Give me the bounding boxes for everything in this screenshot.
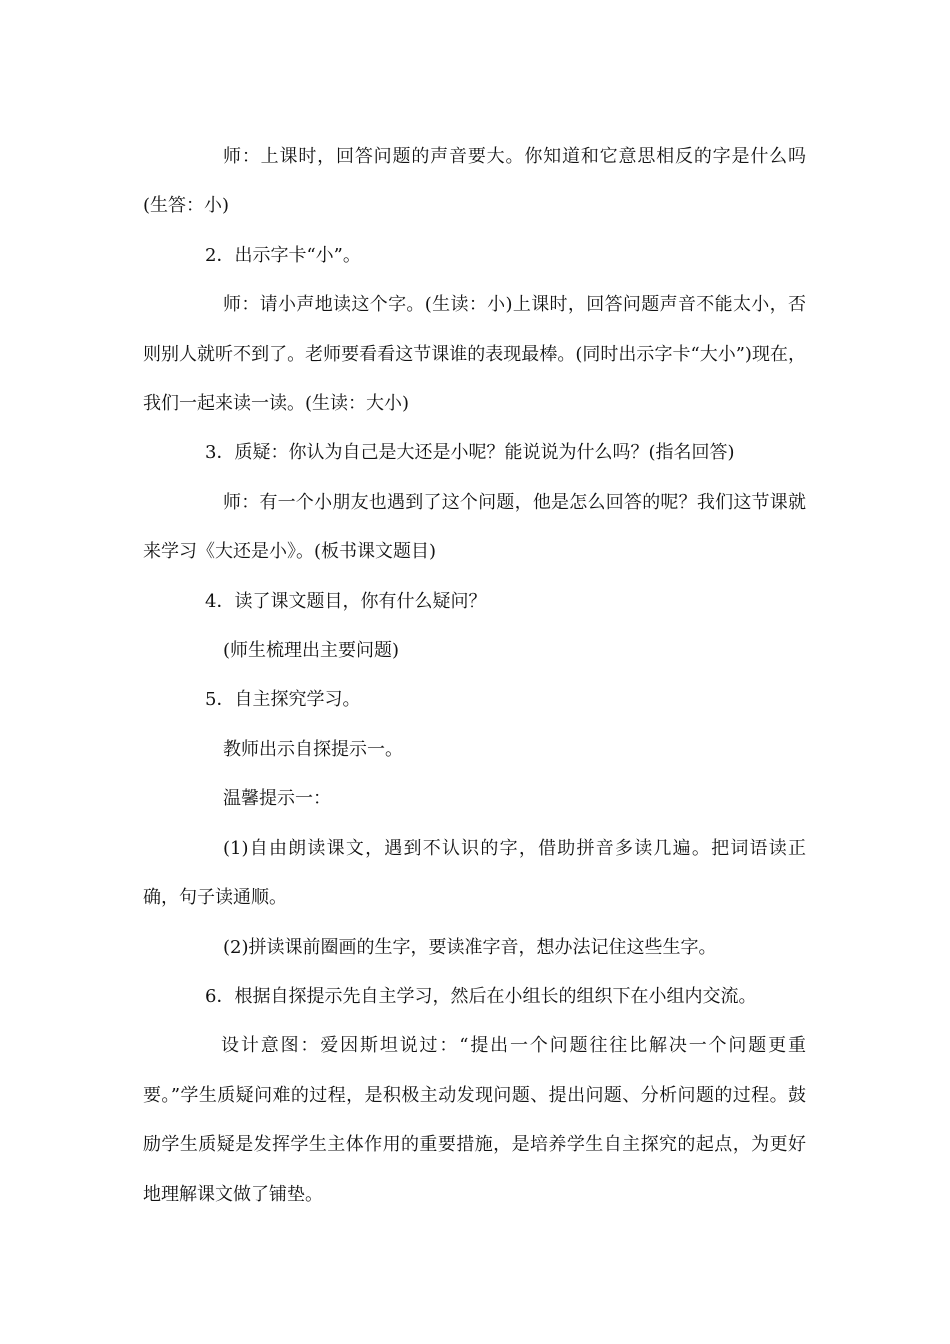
paragraph-step-3: 3．质疑：你认为自己是大还是小呢？能说说为什么吗？(指名回答) [205, 442, 735, 464]
paragraph-hint-title: 温馨提示一： [223, 788, 331, 810]
paragraph-organize-questions: (师生梳理出主要问题) [223, 640, 400, 662]
document-body [143, 132, 806, 1219]
paragraph-step-2: 2．出示字卡“小”。 [205, 244, 361, 266]
paragraph-teacher-introduce-lesson: 师：有一个小朋友也遇到了这个问题，他是怎么回答的呢？我们这节课就来学习《大还是小》。(板书课文题目) [143, 491, 806, 563]
paragraph-step-6: 6．根据自探提示先自主学习，然后在小组长的组织下在小组内交流。 [205, 985, 757, 1007]
paragraph-step-4: 4．读了课文题目，你有什么疑问？ [205, 590, 487, 612]
paragraph-teacher-read-softly: 师：请小声地读这个字。(生读：小)上课时，回答问题声音不能太小，否则别人就听不到了。老师要看看这节课谁的表现最棒。(同时出示字卡“大小”)现在，我们一起来读一读。(生读：大小) [143, 294, 806, 415]
paragraph-teacher-shows-hint: 教师出示自探提示一。 [223, 738, 403, 760]
paragraph-hint-2: (2)拼读课前圈画的生字，要读准字音，想办法记住这些生字。 [223, 936, 717, 958]
paragraph-step-5: 5．自主探究学习。 [205, 689, 361, 711]
paragraph-teacher-question: 师：上课时，回答问题的声音要大。你知道和它意思相反的字是什么吗(生答：小) [143, 146, 806, 217]
paragraph-design-intent: 设计意图：爱因斯坦说过：“提出一个问题往往比解决一个问题更重要。”学生质疑问难的过程，是积极主动发现问题、提出问题、分析问题的过程。鼓励学生质疑是发挥学生主体作用的重要措施，是培养学生自主探究的起点，为更好地理解课文做了铺垫。 [143, 1035, 806, 1205]
paragraph-hint-1: (1)自由朗读课文，遇到不认识的字，借助拼音多读几遍。把词语读正确，句子读通顺。 [143, 837, 806, 909]
